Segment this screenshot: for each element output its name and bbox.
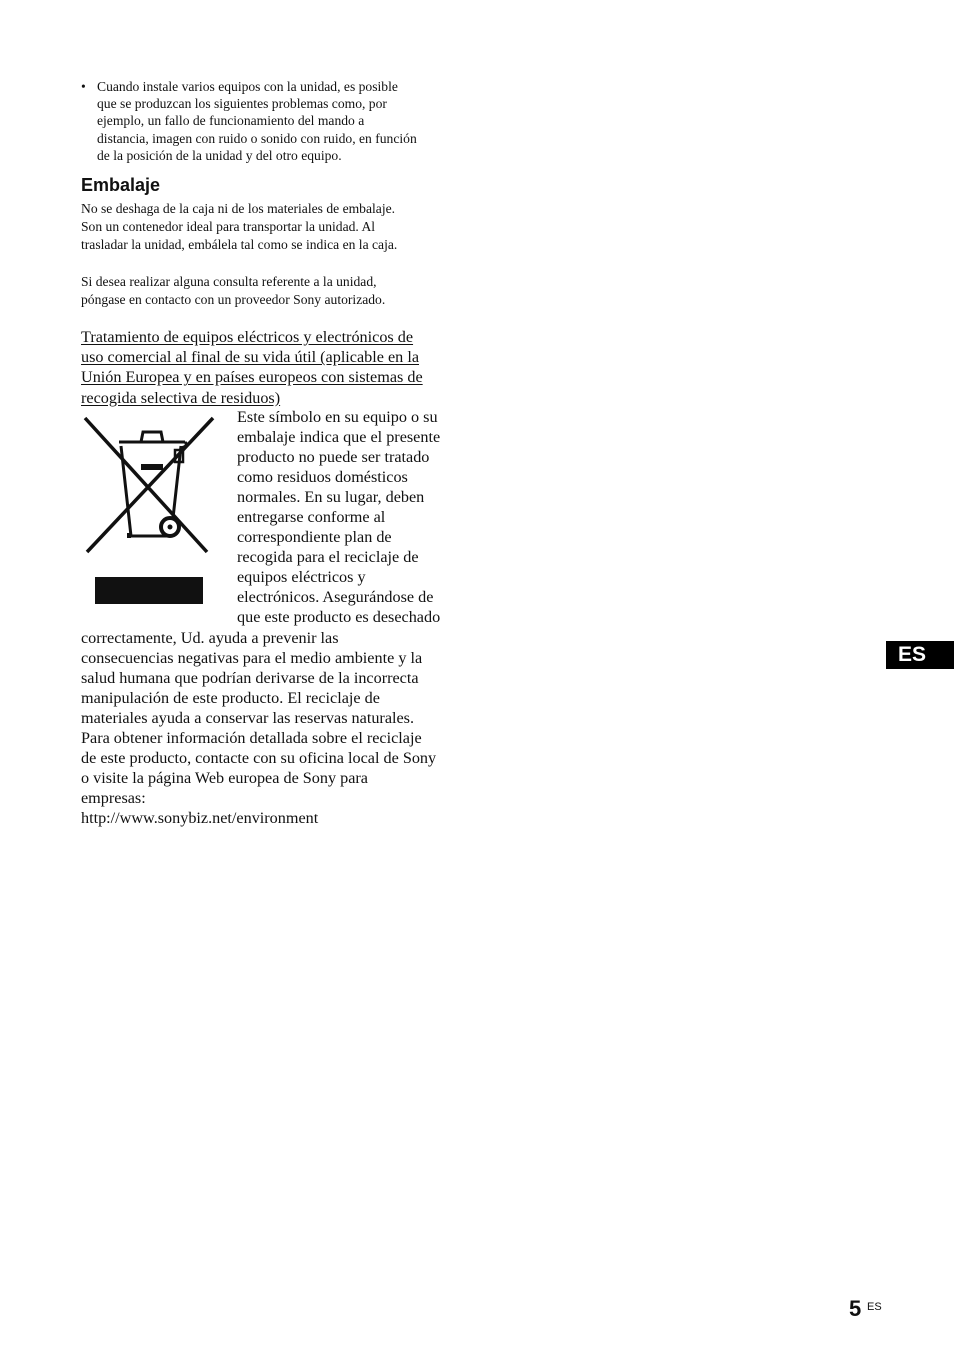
- weee-title: [81, 327, 451, 408]
- paragraph-line: Si desea realizar alguna consulta referente a la unidad,: [81, 274, 377, 289]
- weee-text-beside-symbol: [237, 407, 453, 627]
- packaging-paragraph-2: [81, 273, 451, 309]
- crossed-out-wheelie-bin-icon: [81, 412, 217, 608]
- weee-title-line: Unión Europea y en países europeos con sistemas de: [81, 368, 423, 387]
- weee-line: consecuencias negativas para el medio ambiente y la: [81, 649, 423, 667]
- weee-line: empresas:: [81, 789, 146, 807]
- weee-line: producto no puede ser tratado: [237, 448, 430, 466]
- packaging-paragraph-1: [81, 200, 451, 255]
- weee-line: embalaje indica que el presente: [237, 428, 441, 446]
- bullet-line: ejemplo, un fallo de funcionamiento del mando a: [97, 113, 365, 129]
- installation-bullet: [81, 78, 451, 164]
- weee-line: materiales ayuda a conservar las reservas naturales.: [81, 709, 415, 727]
- paragraph-line: trasladar la unidad, embálela tal como se indica en la caja.: [81, 237, 398, 253]
- weee-text-continued: [81, 628, 453, 828]
- paragraph-line: Son un contenedor ideal para transportar la unidad. Al: [81, 219, 376, 235]
- weee-line: de este producto, contacte con su oficina local de Sony: [81, 749, 437, 767]
- weee-title-line: recogida selectiva de residuos): [81, 388, 281, 407]
- bullet-line: Cuando instale varios equipos con la unidad, es posible: [97, 79, 398, 94]
- weee-line: equipos eléctricos y: [237, 568, 366, 586]
- weee-title-line: Tratamiento de equipos eléctricos y electrónicos de: [81, 328, 414, 346]
- weee-line: Para obtener información detallada sobre el reciclaje: [81, 729, 422, 747]
- weee-line: Este símbolo en su equipo o su: [237, 408, 438, 426]
- weee-line: salud humana que podrían derivarse de la incorrecta: [81, 669, 419, 687]
- weee-url: http://www.sonybiz.net/environment: [81, 809, 319, 827]
- bullet-line: que se produzcan los siguientes problemas como, por: [97, 96, 387, 112]
- weee-title-line: uso comercial al final de su vida útil (aplicable en la: [81, 348, 420, 367]
- packaging-heading: Embalaje: [81, 175, 161, 195]
- bullet-mark: •: [81, 79, 86, 94]
- weee-line: manipulación de este producto. El reciclaje de: [81, 689, 380, 707]
- paragraph-line: No se deshaga de la caja ni de los materiales de embalaje.: [81, 201, 396, 216]
- bullet-line: de la posición de la unidad y del otro equipo.: [97, 147, 342, 163]
- weee-line: correctamente, Ud. ayuda a prevenir las: [81, 629, 339, 647]
- weee-line: electrónicos. Asegurándose de: [237, 588, 434, 606]
- bullet-text: [97, 78, 451, 164]
- weee-line: o visite la página Web europea de Sony para: [81, 769, 368, 787]
- weee-line: que este producto es desechado: [237, 608, 441, 626]
- paragraph-line: póngase en contacto con un proveedor Sony autorizado.: [81, 292, 386, 308]
- weee-line: correspondiente plan de: [237, 528, 392, 546]
- weee-line: como residuos domésticos: [237, 468, 408, 486]
- page-number-suffix: ES: [867, 1301, 882, 1313]
- page-number: 5: [849, 1296, 862, 1321]
- weee-line: normales. En su lugar, deben: [237, 488, 425, 506]
- language-tab: ES: [886, 641, 954, 669]
- weee-line: recogida para el reciclaje de: [237, 548, 419, 566]
- bullet-line: distancia, imagen con ruido o sonido con ruido, en función: [97, 130, 417, 146]
- weee-line: entregarse conforme al: [237, 508, 386, 526]
